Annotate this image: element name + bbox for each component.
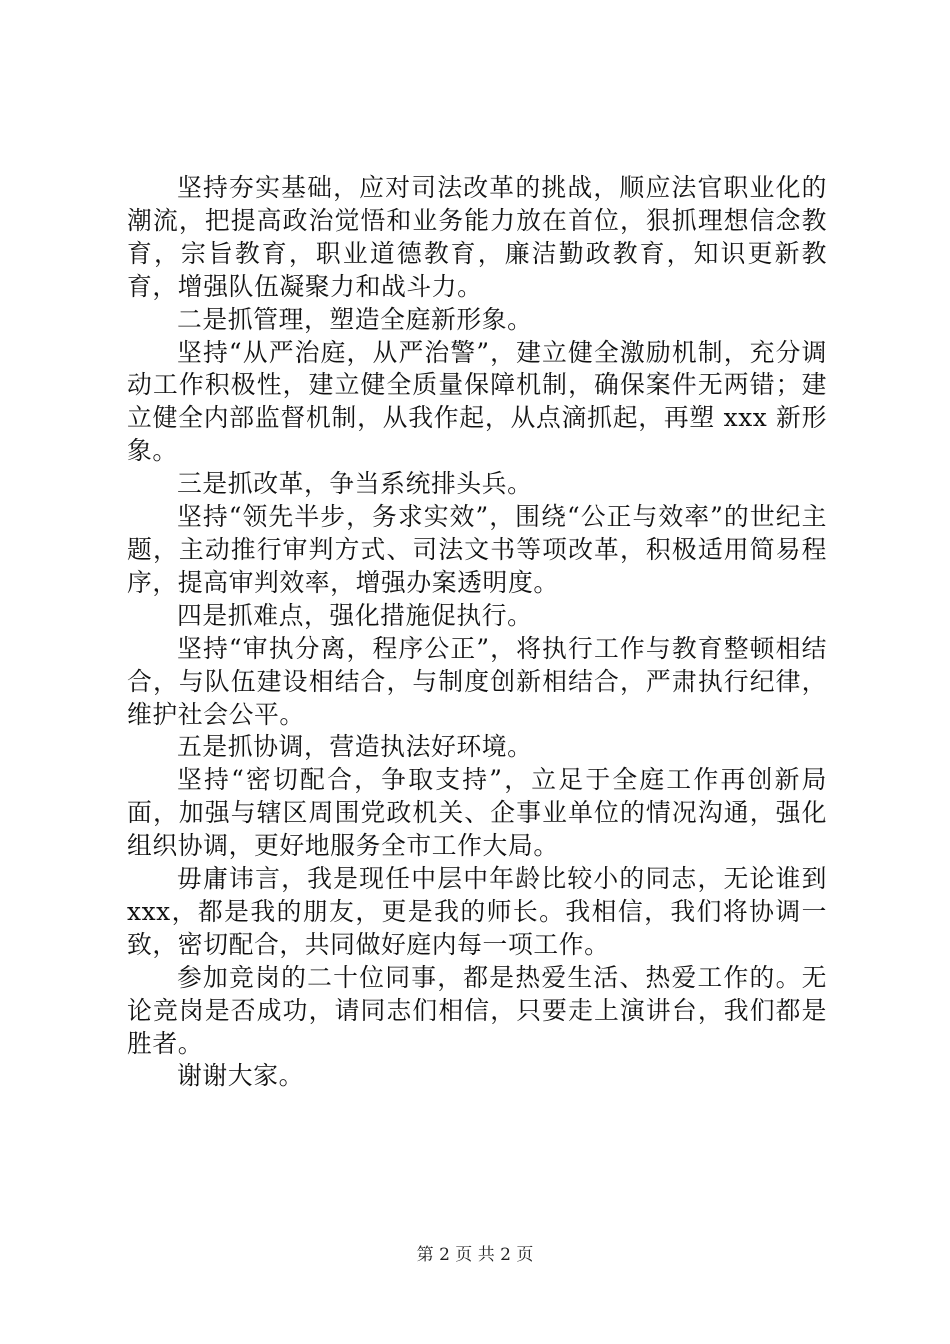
paragraph-2: 二是抓管理，塑造全庭新形象。 [177,304,533,334]
paragraph-10: 毋庸讳言，我是现任中层中年龄比较小的同志，无论谁到 xxx，都是我的朋友，更是我的师长。我相信，我们将协调一致，密切配合，共同做好庭内每一项工作。 [127,864,827,959]
paragraph-7: 坚持“审执分离，程序公正”，将执行工作与教育整顿相结合，与队伍建设相结合，与制度创新相结合，严肃执行纪律，维护社会公平。 [127,633,827,729]
paragraph-12: 谢谢大家。 [177,1061,304,1091]
paragraph-11: 参加竞岗的二十位同事，都是热爱生活、热爱工作的。无论竞岗是否成功，请同志们相信，只要走上演讲台，我们都是胜者。 [127,962,827,1058]
paragraph-1: 坚持夯实基础，应对司法改革的挑战，顺应法官职业化的潮流，把提高政治觉悟和业务能力放在首位，狠抓理想信念教育，宗旨教育，职业道德教育，廉洁勤政教育，知识更新教育，增强队伍凝聚力和战斗力。 [127,173,827,301]
paragraph-3: 坚持“从严治庭，从严治警”，建立健全激励机制，充分调动工作积极性，建立健全质量保障机制，确保案件无两错；建立健全内部监督机制，从我作起，从点滴抓起，再塑 xxx 新形象。 [127,337,827,466]
paragraph-8: 五是抓协调，营造执法好环境。 [177,732,533,762]
paragraph-4: 三是抓改革，争当系统排头兵。 [177,469,533,499]
paragraph-9: 坚持“密切配合，争取支持”，立足于全庭工作再创新局面，加强与辖区周围党政机关、企事业单位的情况沟通，强化组织协调，更好地服务全市工作大局。 [127,765,827,861]
document-body [127,172,827,1093]
paragraph-5: 坚持“领先半步，务求实效”，围绕“公正与效率”的世纪主题，主动推行审判方式、司法文书等项改革，积极适用简易程序，提高审判效率，增强办案透明度。 [127,502,827,597]
page-footer: 第 2 页 共 2 页 [416,1245,534,1265]
paragraph-6: 四是抓难点，强化措施促执行。 [177,600,533,630]
